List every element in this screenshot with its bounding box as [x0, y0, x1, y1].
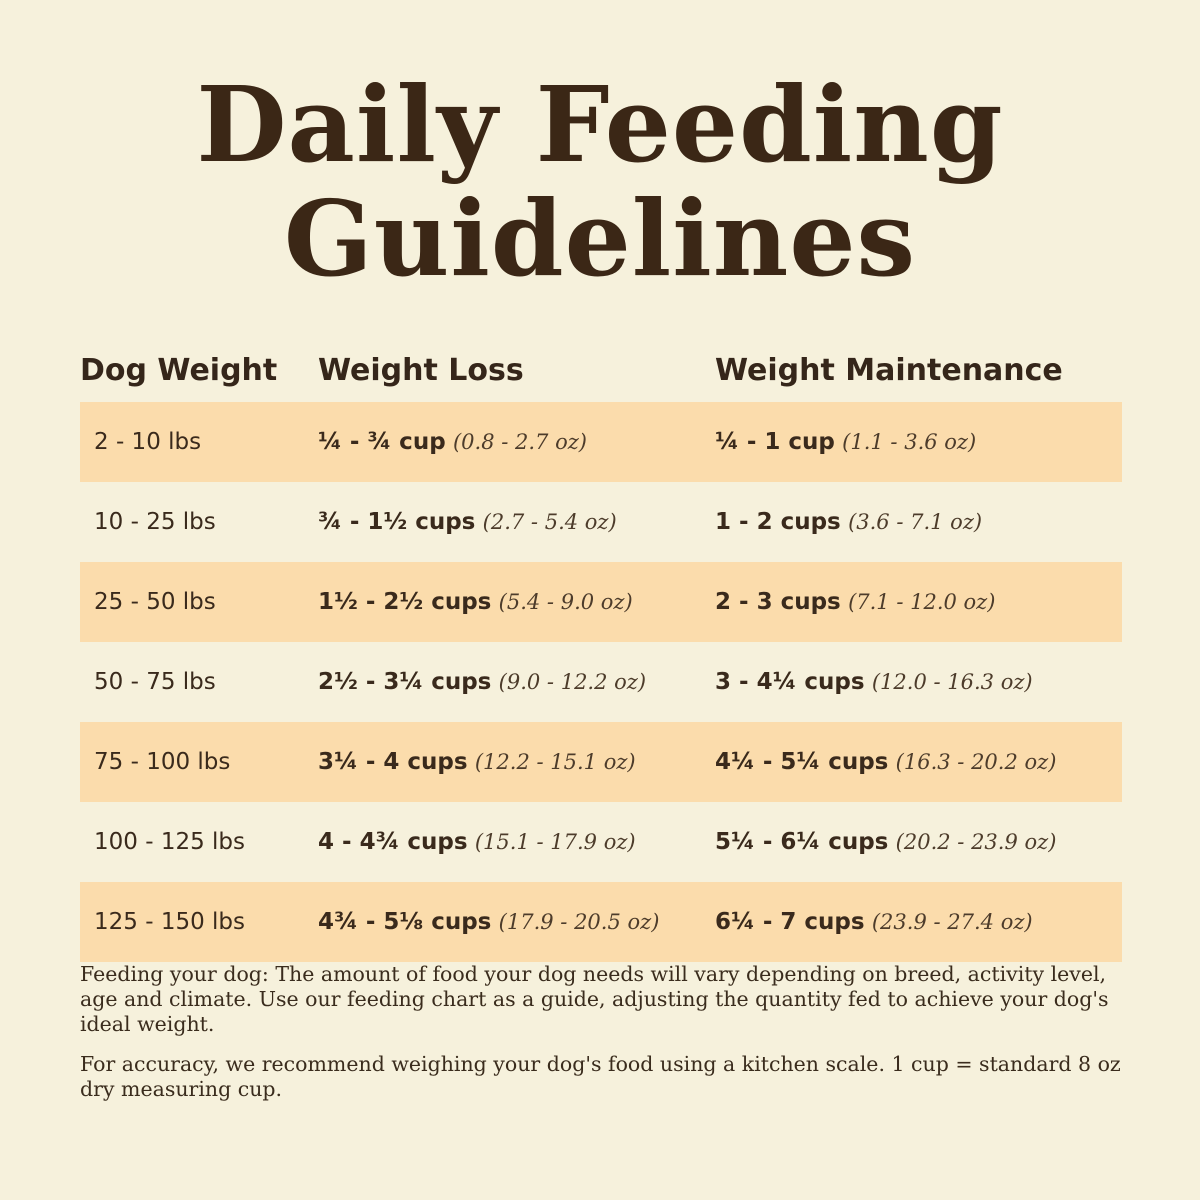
maint-cups: 2 - 3 cups [715, 589, 841, 615]
row-weight-maintenance [715, 562, 995, 642]
maint-oz: (12.0 - 16.3 oz) [871, 670, 1033, 694]
row-weight-maintenance [715, 802, 1056, 882]
table-row [80, 802, 1122, 882]
row-weight-loss [318, 802, 636, 882]
row-weight-maintenance [715, 402, 976, 482]
loss-oz: (9.0 - 12.2 oz) [498, 670, 647, 694]
loss-cups: 4¾ - 5⅛ cups [318, 909, 492, 935]
row-weight-maintenance [715, 882, 1033, 962]
row-weight: 10 - 25 lbs [94, 509, 216, 535]
maint-oz: (1.1 - 3.6 oz) [842, 430, 977, 454]
loss-oz: (17.9 - 20.5 oz) [498, 910, 660, 934]
row-weight: 100 - 125 lbs [94, 829, 246, 855]
maint-oz: (3.6 - 7.1 oz) [848, 510, 983, 534]
maint-oz: (23.9 - 27.4 oz) [871, 910, 1033, 934]
loss-cups: ¼ - ¾ cup [318, 429, 446, 455]
header-weight-loss: Weight Loss [318, 353, 524, 388]
header-weight-maintenance: Weight Maintenance [715, 353, 1063, 388]
maint-cups: 1 - 2 cups [715, 509, 841, 535]
loss-cups: 1½ - 2½ cups [318, 589, 492, 615]
maint-cups: 6¼ - 7 cups [715, 909, 865, 935]
table-row [80, 722, 1122, 802]
row-weight-loss [318, 482, 617, 562]
table-row [80, 482, 1122, 562]
maint-oz: (20.2 - 23.9 oz) [895, 830, 1057, 854]
maint-cups: ¼ - 1 cup [715, 429, 835, 455]
row-weight-maintenance [715, 642, 1033, 722]
maint-oz: (7.1 - 12.0 oz) [848, 590, 996, 614]
maint-cups: 4¼ - 5¼ cups [715, 749, 889, 775]
table-row [80, 882, 1122, 962]
table-row [80, 402, 1122, 482]
row-weight: 25 - 50 lbs [94, 589, 216, 615]
row-weight: 75 - 100 lbs [94, 749, 231, 775]
loss-oz: (15.1 - 17.9 oz) [474, 830, 636, 854]
maint-cups: 3 - 4¼ cups [715, 669, 865, 695]
row-weight-maintenance [715, 482, 982, 562]
loss-cups: 2½ - 3¼ cups [318, 669, 492, 695]
loss-cups: ¾ - 1½ cups [318, 509, 476, 535]
table-row [80, 562, 1122, 642]
title-line-1: Daily Feeding [196, 63, 1004, 186]
row-weight-loss [318, 562, 633, 642]
table-header [80, 345, 1122, 402]
header-dog-weight: Dog Weight [80, 353, 278, 388]
feeding-table [80, 345, 1122, 962]
note-accuracy: For accuracy, we recommend weighing your dog's food using a kitchen scale. 1 cup = standard 8 oz dry measuring cup. [80, 1052, 1121, 1101]
maint-oz: (16.3 - 20.2 oz) [895, 750, 1057, 774]
row-weight-loss [318, 722, 636, 802]
loss-cups: 3¼ - 4 cups [318, 749, 468, 775]
loss-oz: (0.8 - 2.7 oz) [452, 430, 587, 454]
row-weight-maintenance [715, 722, 1056, 802]
loss-oz: (2.7 - 5.4 oz) [482, 510, 617, 534]
feeding-notes [80, 962, 1130, 1117]
loss-oz: (12.2 - 15.1 oz) [474, 750, 636, 774]
row-weight: 125 - 150 lbs [94, 909, 246, 935]
row-weight-loss [318, 402, 587, 482]
title-line-2: Guidelines [283, 177, 917, 300]
row-weight: 2 - 10 lbs [94, 429, 202, 455]
note-feeding-your-dog: Feeding your dog: The amount of food your dog needs will vary depending on breed, activity level, age and climate. Use our feeding chart as a guide, adjusting the quantity fed to achieve your dog's ideal weight. [80, 962, 1109, 1036]
row-weight-loss [318, 642, 646, 722]
row-weight: 50 - 75 lbs [94, 669, 216, 695]
row-weight-loss [318, 882, 659, 962]
table-row [80, 642, 1122, 722]
page-title [0, 63, 1200, 300]
loss-oz: (5.4 - 9.0 oz) [498, 590, 633, 614]
loss-cups: 4 - 4¾ cups [318, 829, 468, 855]
maint-cups: 5¼ - 6¼ cups [715, 829, 889, 855]
